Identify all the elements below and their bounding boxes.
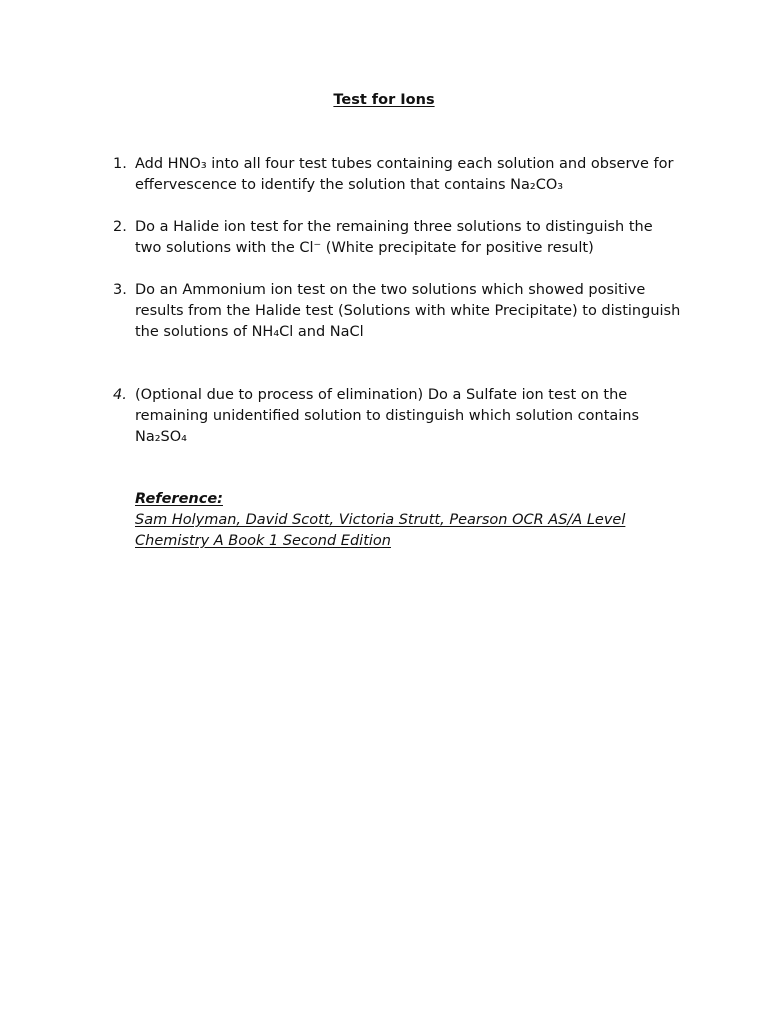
step-number: 3. (113, 282, 127, 298)
step-text: Do an Ammonium ion test on the two solutions which showed positive results from the Halide test (Solutions with white Precipitate) to distinguish the solutions of NH₄Cl and NaCl (135, 282, 681, 340)
list-item (113, 280, 683, 343)
step-text: (Optional due to process of elimination) Do a Sulfate ion test on the remaining unidentified solution to distinguish which solution contains Na₂SO₄ (135, 387, 640, 445)
reference-citation-line-2: Chemistry A Book 1 Second Edition (135, 533, 391, 549)
steps-list (113, 154, 683, 448)
reference-citation-line-1: Sam Holyman, David Scott, Victoria Strutt, Pearson OCR AS/A Level (135, 512, 626, 528)
step-number: 2. (113, 219, 127, 235)
list-item (113, 385, 683, 448)
step-number: 4. (113, 387, 127, 403)
step-text: Do a Halide ion test for the remaining three solutions to distinguish the two solutions with the Cl⁻ (White precipitate for positive result) (135, 219, 653, 256)
step-number: 1. (113, 156, 127, 172)
step-text: Add HNO₃ into all four test tubes containing each solution and observe for effervescence to identify the solution that contains Na₂CO₃ (135, 156, 674, 193)
document-title: Test for Ions (333, 92, 435, 108)
list-item (113, 154, 683, 196)
reference-label: Reference: (135, 491, 223, 507)
list-item (113, 217, 683, 259)
reference-block (135, 489, 625, 552)
